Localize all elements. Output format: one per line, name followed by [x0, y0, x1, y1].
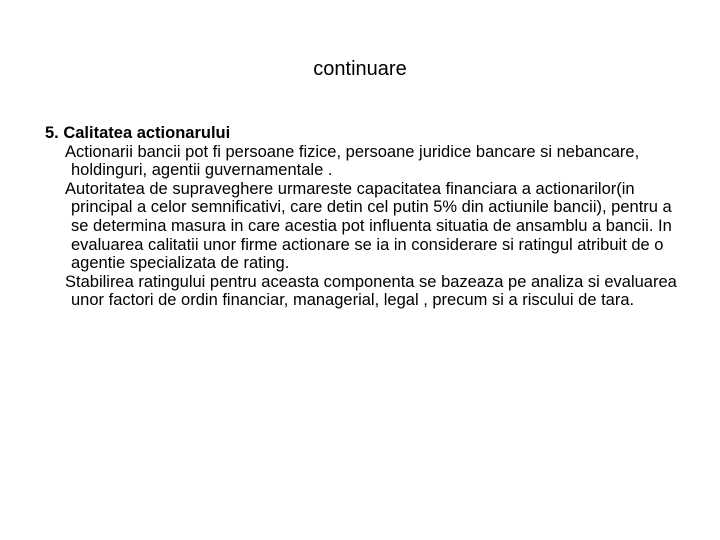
slide-body	[45, 124, 690, 310]
slide-title: continuare	[313, 58, 407, 80]
section-heading: 5. Calitatea actionarului	[45, 124, 231, 142]
paragraph-shareholders: Actionarii bancii pot fi persoane fizice, persoane juridice bancare si nebancare, holdinguri, agentii guvernamentale .	[65, 142, 640, 180]
paragraph-supervisory-authority: Autoritatea de supraveghere urmareste capacitatea financiara a actionarilor(in principal a celor semnificativi, care detin cel putin 5% din actiunile bancii), pentru a se determina masura in care acestia pot influenta situatia de ansamblu a bancii. In evaluarea calitatii unor firme actionare se ia in considerare si ratingul atribuit de o agentie specializata de rating.	[65, 179, 672, 273]
paragraph-rating-basis: Stabilirea ratingului pentru aceasta componenta se bazeaza pe analiza si evaluarea unor factori de ordin financiar, managerial, legal , precum si a riscului de tara.	[65, 272, 677, 310]
